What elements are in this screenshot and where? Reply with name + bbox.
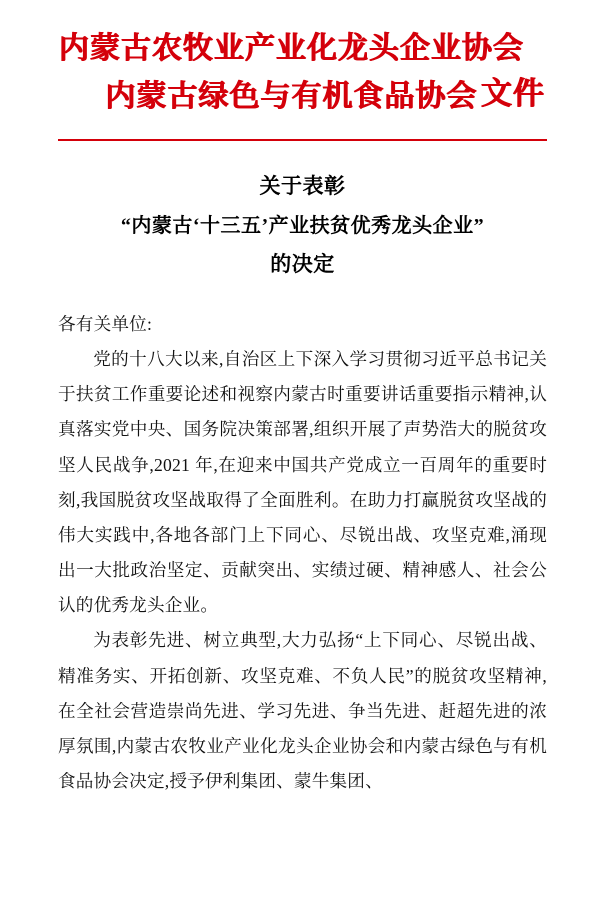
body-paragraph-2: 为表彰先进、树立典型,大力弘扬“上下同心、尽锐出战、精准务实、开拓创新、攻坚克难、不负人民”的脱贫攻坚精神,在全社会营造崇尚先进、学习先进、争当先进、赶超先进的浓厚氛围,内蒙古农牧业产业化龙头企业协会和内蒙古绿色与有机食品协会决定,授予伊利集团、蒙牛集团、 (58, 630, 547, 792)
body-salutation: 各有关单位: (58, 313, 153, 334)
document-body (58, 307, 547, 800)
letterhead-document-word: 文件 (481, 76, 545, 112)
title-line-1: 关于表彰 (259, 174, 346, 198)
letterhead (58, 0, 547, 141)
body-paragraph-1: 党的十八大以来,自治区上下深入学习贯彻习近平总书记关于扶贫工作重要论述和视察内蒙古时重要讲话重要指示精神,认真落实党中央、国务院决策部署,组织开展了声势浩大的脱贫攻坚人民战争,2021 年,在迎来中国共产党成立一百周年的重要时刻,我国脱贫攻坚战取得了全面胜利。在助力打赢脱贫攻坚战的伟大实践中,各地各部门上下同心、尽锐出战、攻坚克难,涌现出一大批政治坚定、贡献突出、实绩过硬、精神感人、社会公认的优秀龙头企业。 (58, 348, 547, 616)
letterhead-divider (58, 139, 547, 141)
letterhead-organization-line-1: 内蒙古农牧业产业化龙头企业协会 (59, 31, 524, 66)
title-line-3: 的决定 (270, 251, 335, 276)
document-title (58, 167, 547, 285)
letterhead-organization-line-2: 内蒙古绿色与有机食品协会 (105, 78, 478, 114)
title-line-2: “内蒙古‘十三五’产业扶贫优秀龙头企业” (120, 214, 485, 237)
